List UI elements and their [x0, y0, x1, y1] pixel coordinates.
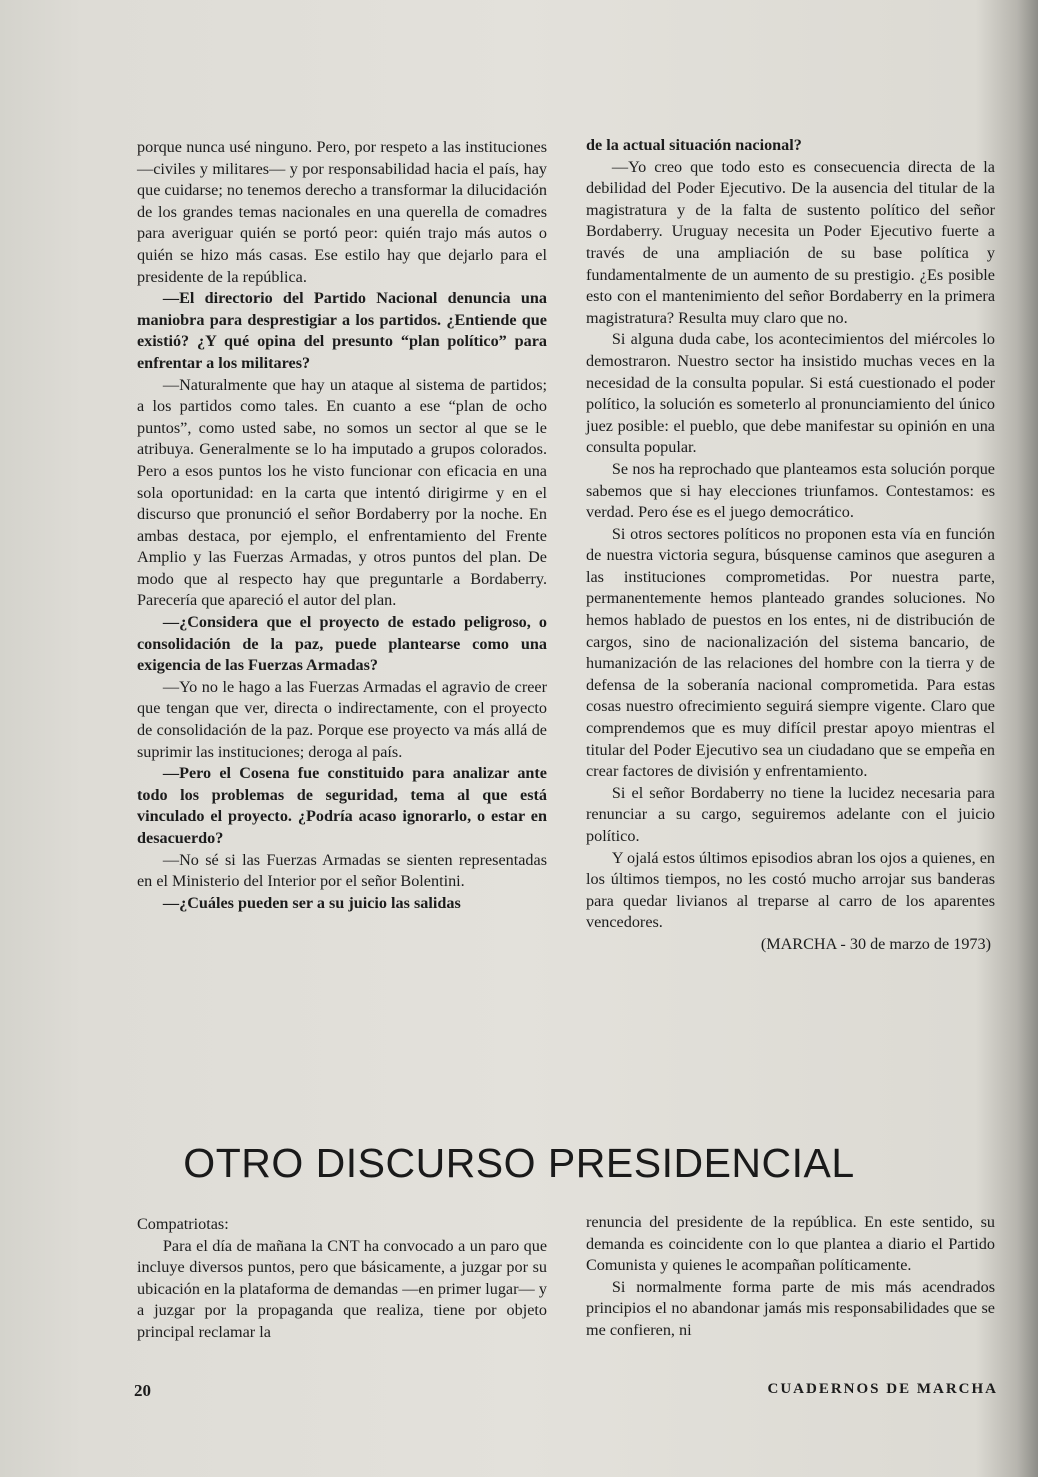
paragraph: Para el día de mañana la CNT ha convocado a un paro que incluye diversos puntos, pero que básicamente, a juzgar por su ubicación en la plataforma de demandas —en primer lugar— y a juzgar por la propaganda que realiza, tiene por objeto principal reclamar la — [137, 1236, 547, 1341]
interview-question: —¿Considera que el proyecto de estado peligroso, o consolidación de la paz, puede plantearse como una exigencia de las Fuerzas Armadas? — [137, 613, 547, 675]
speech-salutation: Compatriotas: — [137, 1215, 229, 1233]
speech-right-column — [586, 1212, 995, 1342]
paragraph: —Naturalmente que hay un ataque al sistema de partidos; a los partidos como tales. En cuanto a ese “plan de ocho puntos”, como usted sabe, no somos un sector al que se le atribuya. Generalmente se lo ha imputado a grupos colorados. Pero a esos puntos los he visto funcionar con eficacia en una sola oportunidad: en la carta que intentó dirigirme y en el discurso que pronunció el señor Bordaberry por la noche. En ambas destaca, por ejemplo, el enfrentamiento del Frente Amplio y las Fuerzas Armadas, y otros puntos del plan. De modo que al respecto hay que preguntarle a Bordaberry. Parecería que apareció el autor del plan. — [137, 375, 547, 610]
article-left-column — [137, 137, 547, 914]
interview-question: —El directorio del Partido Nacional denuncia una maniobra para desprestigiar a los partidos. ¿Entiende que existió? ¿Y qué opina del presunto “plan político” para enfrentar a los militares? — [137, 289, 547, 372]
paragraph: Si el señor Bordaberry no tiene la lucidez necesaria para renunciar a su cargo, seguiremos adelante con el juicio político. — [586, 783, 995, 845]
paragraph: —No sé si las Fuerzas Armadas se sienten representadas en el Ministerio del Interior por el señor Bolentini. — [137, 850, 547, 891]
interview-question: —Pero el Cosena fue constituido para analizar ante todo los problemas de seguridad, tema al que está vinculado el proyecto. ¿Podría acaso ignorarlo, o estar en desacuerdo? — [137, 764, 547, 847]
paragraph: porque nunca usé ninguno. Pero, por respeto a las instituciones —civiles y militares— y por responsabilidad hacia el país, hay que cuidarse; no tenemos derecho a transformar la dilucidación de los grandes temas nacionales en una querella de comadres para averiguar quién se portó peor: quién trajo más autos o quién se hizo más casas. Ese estilo hay que dejarlo para el presidente de la república. — [137, 138, 547, 286]
paragraph: Se nos ha reprochado que planteamos esta solución porque sabemos que si hay elecciones triunfamos. Contestamos: es verdad. Pero ése es el juego democrático. — [586, 459, 995, 522]
page-number: 20 — [134, 1381, 151, 1400]
paragraph: renuncia del presidente de la república. En este sentido, su demanda es coincidente con lo que plantea a diario el Partido Comunista y quienes le acompañan políticamente. — [586, 1213, 995, 1275]
interview-question: de la actual situación nacional? — [586, 136, 802, 154]
paragraph: Si alguna duda cabe, los acontecimientos del miércoles lo demostraron. Nuestro sector ha insistido muchas veces en la necesidad de la consulta popular. Si está cuestionado el poder político, la solución es someterlo al pronunciamiento del único juez posible: el pueblo, que debe manifestar su opinión en una consulta popular. — [586, 330, 995, 457]
interview-question: —¿Cuáles pueden ser a su juicio las salidas — [162, 893, 461, 912]
article-citation: (MARCHA - 30 de marzo de 1973) — [760, 934, 991, 953]
paragraph: Y ojalá estos últimos episodios abran los ojos a quienes, en los últimos tiempos, no les costó mucho arrojar sus banderas para quedar livianos al treparse al carro de los aparentes vencedores. — [586, 848, 995, 932]
section-headline: OTRO DISCURSO PRESIDENCIAL — [183, 1140, 855, 1186]
article-right-column — [586, 135, 995, 956]
paragraph: Si otros sectores políticos no proponen esta vía en función de nuestra victoria segura, búsquense caminos que aseguren a las instituciones comprometidas. Por nuestra parte, permanentemente hemos planteado grandes soluciones. No hemos hablado de puestos en los entes, ni de distribución de cargos, sino de nacionalización del sistema bancario, de humanización de las relaciones del hombre con la tierra y de defensa de la soberanía nacional comprometida. Para estas cosas nuestro ofrecimiento seguirá siempre vigente. Claro que comprendemos que es muy difícil prestar apoyo mientras el titular del Poder Ejecutivo sea un ciudadano que se empeña en crear factores de división y enfrentamiento. — [586, 524, 995, 781]
paragraph: Si normalmente forma parte de mis más acendrados principios el no abandonar jamás mis responsabilidades que se me confieren, ni — [586, 1277, 995, 1339]
speech-left-column — [137, 1214, 547, 1344]
paragraph: —Yo no le hago a las Fuerzas Armadas el agravio de creer que tengan que ver, directa o indirectamente, con el proyecto de consolidación de la paz. Porque ese proyecto va más allá de suprimir las instituciones; deroga al país. — [137, 677, 547, 761]
paragraph: —Yo creo que todo esto es consecuencia directa de la debilidad del Poder Ejecutivo. De la ausencia del titular de la magistratura y de la falta de sustento político del señor Bordaberry. Uruguay necesita un Poder Ejecutivo fuerte a través de una ampliación de su base política y fundamentalmente de un aumento de su prestigio. ¿Es posible esto con el mantenimiento del señor Bordaberry en la primera magistratura? Resulta muy claro que no. — [586, 157, 995, 327]
publication-title: CUADERNOS DE MARCHA — [767, 1381, 998, 1397]
